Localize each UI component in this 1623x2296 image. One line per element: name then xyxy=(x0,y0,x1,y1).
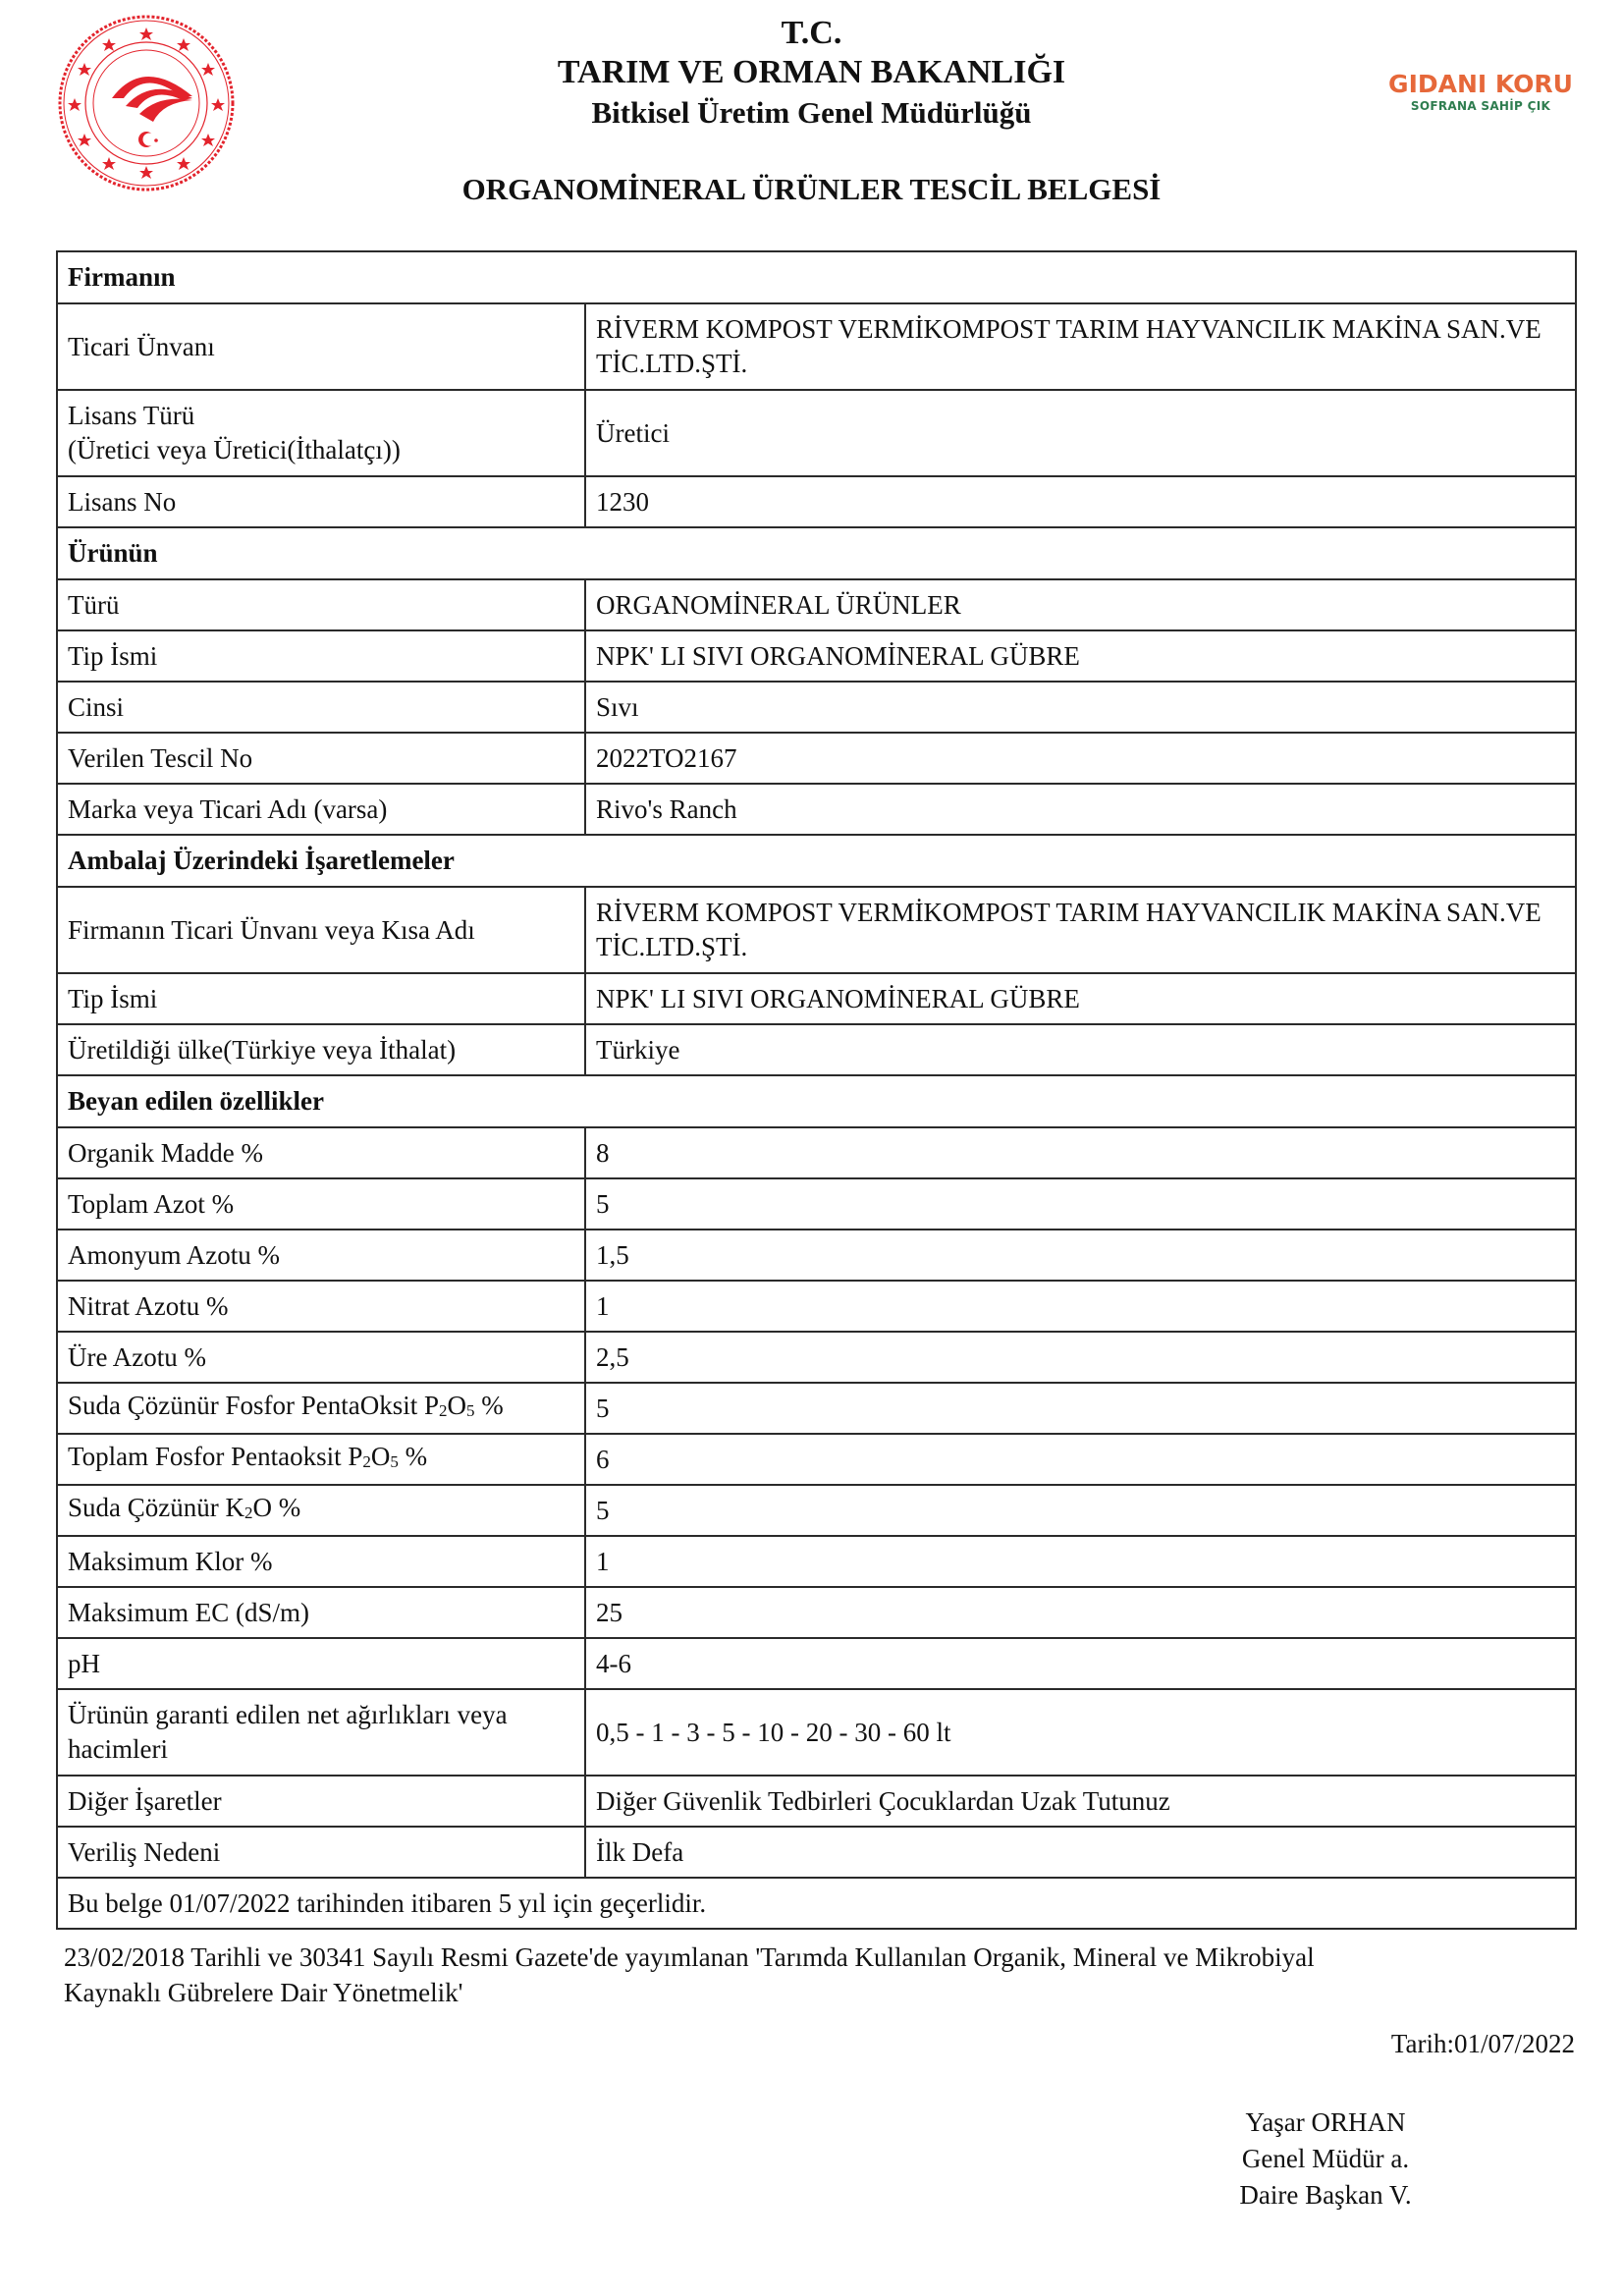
table-row xyxy=(57,1536,1576,1587)
row-value: RİVERM KOMPOST VERMİKOMPOST TARIM HAYVANCILIK MAKİNA SAN.VE TİC.LTD.ŞTİ. xyxy=(585,887,1576,973)
row-label: Organik Madde % xyxy=(57,1127,585,1178)
section-title: Ürünün xyxy=(57,527,1576,579)
row-value: 25 xyxy=(585,1587,1576,1638)
table-row xyxy=(57,579,1576,630)
row-value: NPK' LI SIVI ORGANOMİNERAL GÜBRE xyxy=(585,630,1576,682)
row-value: 5 xyxy=(585,1178,1576,1230)
row-value: 5 xyxy=(585,1485,1576,1536)
row-label: Cinsi xyxy=(57,682,585,733)
section-header-company xyxy=(57,251,1576,303)
header-ministry: TARIM VE ORMAN BAKANLIĞI xyxy=(557,54,1066,90)
subscript: 2 xyxy=(362,1452,371,1471)
label-text: O xyxy=(370,1442,391,1471)
subscript: 2 xyxy=(439,1401,448,1420)
row-label: Maksimum EC (dS/m) xyxy=(57,1587,585,1638)
label-text: Suda Çözünür K xyxy=(68,1493,244,1522)
regulation-line: 23/02/2018 Tarihli ve 30341 Sayılı Resmi Gazete'de yayımlanan 'Tarımda Kullanılan Organik, Mineral ve Mikrobiyal xyxy=(64,1942,1315,1972)
row-label: Ürünün garanti edilen net ağırlıkları veya hacimleri xyxy=(57,1689,585,1776)
table-row xyxy=(57,630,1576,682)
issue-date: Tarih:01/07/2022 xyxy=(1390,2029,1575,2058)
row-label: Veriliş Nedeni xyxy=(57,1827,585,1878)
table-row xyxy=(57,1383,1576,1434)
row-value: NPK' LI SIVI ORGANOMİNERAL GÜBRE xyxy=(585,973,1576,1024)
row-value: 1,5 xyxy=(585,1230,1576,1281)
row-label: Verilen Tescil No xyxy=(57,733,585,784)
regulation-line: Kaynaklı Gübrelere Dair Yönetmelik' xyxy=(64,1978,463,2007)
table-row xyxy=(57,1127,1576,1178)
table-row xyxy=(57,887,1576,973)
label-text: O % xyxy=(252,1493,301,1522)
brand-logo-title: GIDANI KORU xyxy=(1388,70,1573,98)
table-row xyxy=(57,973,1576,1024)
document-title: ORGANOMİNERAL ÜRÜNLER TESCİL BELGESİ xyxy=(461,172,1162,206)
row-label: Türü xyxy=(57,579,585,630)
row-value: 1 xyxy=(585,1536,1576,1587)
section-title: Ambalaj Üzerindeki İşaretlemeler xyxy=(57,835,1576,887)
subscript: 5 xyxy=(466,1401,475,1420)
row-label: Ticari Ünvanı xyxy=(57,303,585,390)
row-label: Tip İsmi xyxy=(57,973,585,1024)
label-text: Suda Çözünür Fosfor PentaOksit P xyxy=(68,1391,439,1420)
row-label: Maksimum Klor % xyxy=(57,1536,585,1587)
row-label-line: (Üretici veya Üretici(İthalatçı)) xyxy=(68,435,401,465)
section-title: Firmanın xyxy=(57,251,1576,303)
row-value: Diğer Güvenlik Tedbirleri Çocuklardan Uzak Tutunuz xyxy=(585,1776,1576,1827)
row-label: Üre Azotu % xyxy=(57,1332,585,1383)
table-row xyxy=(57,1485,1576,1536)
regulation-reference xyxy=(64,1940,1576,2010)
table-row xyxy=(57,1230,1576,1281)
signatory-title: Daire Başkan V. xyxy=(1239,2180,1412,2210)
table-row xyxy=(57,1178,1576,1230)
row-label xyxy=(57,1434,585,1485)
row-label: Lisans No xyxy=(57,476,585,527)
table-row xyxy=(57,1281,1576,1332)
section-header-declared-properties xyxy=(57,1075,1576,1127)
table-row xyxy=(57,303,1576,390)
row-label: Tip İsmi xyxy=(57,630,585,682)
subscript: 2 xyxy=(243,1503,253,1522)
row-label: Nitrat Azotu % xyxy=(57,1281,585,1332)
validity-row xyxy=(57,1878,1576,1929)
row-label: Toplam Azot % xyxy=(57,1178,585,1230)
table-row xyxy=(57,1587,1576,1638)
row-value: Üretici xyxy=(585,390,1576,476)
table-row xyxy=(57,1638,1576,1689)
row-value: 1230 xyxy=(585,476,1576,527)
row-value: İlk Defa xyxy=(585,1827,1576,1878)
row-value: RİVERM KOMPOST VERMİKOMPOST TARIM HAYVANCILIK MAKİNA SAN.VE TİC.LTD.ŞTİ. xyxy=(585,303,1576,390)
row-label-line: Lisans Türü xyxy=(68,401,195,430)
label-text: % xyxy=(398,1442,428,1471)
row-value: 6 xyxy=(585,1434,1576,1485)
row-label: Üretildiği ülke(Türkiye veya İthalat) xyxy=(57,1024,585,1075)
certificate-table xyxy=(56,250,1577,1930)
signatory-title: Genel Müdür a. xyxy=(1241,2144,1410,2173)
signature-block xyxy=(1208,2105,1443,2214)
table-row xyxy=(57,1332,1576,1383)
section-header-packaging xyxy=(57,835,1576,887)
row-value: Sıvı xyxy=(585,682,1576,733)
table-row xyxy=(57,784,1576,835)
subscript: 5 xyxy=(390,1452,399,1471)
table-row xyxy=(57,1827,1576,1878)
row-value: 1 xyxy=(585,1281,1576,1332)
table-row xyxy=(57,733,1576,784)
row-label: Amonyum Azotu % xyxy=(57,1230,585,1281)
table-row xyxy=(57,1776,1576,1827)
label-text: % xyxy=(474,1391,504,1420)
row-label xyxy=(57,390,585,476)
row-label: Diğer İşaretler xyxy=(57,1776,585,1827)
header-department: Bitkisel Üretim Genel Müdürlüğü xyxy=(591,95,1032,130)
label-text: O xyxy=(447,1391,466,1420)
row-value: 2,5 xyxy=(585,1332,1576,1383)
section-header-product xyxy=(57,527,1576,579)
row-value: Rivo's Ranch xyxy=(585,784,1576,835)
table-row xyxy=(57,1434,1576,1485)
row-label: Firmanın Ticari Ünvanı veya Kısa Adı xyxy=(57,887,585,973)
table-row xyxy=(57,1689,1576,1776)
table-row xyxy=(57,390,1576,476)
signatory-name: Yaşar ORHAN xyxy=(1245,2107,1406,2137)
row-value: 0,5 - 1 - 3 - 5 - 10 - 20 - 30 - 60 lt xyxy=(585,1689,1576,1776)
row-value: 2022TO2167 xyxy=(585,733,1576,784)
section-title: Beyan edilen özellikler xyxy=(57,1075,1576,1127)
row-value: 8 xyxy=(585,1127,1576,1178)
table-row xyxy=(57,476,1576,527)
table-row xyxy=(57,682,1576,733)
row-label: pH xyxy=(57,1638,585,1689)
table-row xyxy=(57,1024,1576,1075)
row-value: ORGANOMİNERAL ÜRÜNLER xyxy=(585,579,1576,630)
row-value: Türkiye xyxy=(585,1024,1576,1075)
header-country: T.C. xyxy=(781,15,842,51)
row-value: 5 xyxy=(585,1383,1576,1434)
row-label xyxy=(57,1383,585,1434)
brand-logo-slogan: SOFRANA SAHİP ÇIK xyxy=(1410,99,1551,113)
validity-note: Bu belge 01/07/2022 tarihinden itibaren 5 yıl için geçerlidir. xyxy=(57,1878,1576,1929)
row-label: Marka veya Ticari Adı (varsa) xyxy=(57,784,585,835)
row-label xyxy=(57,1485,585,1536)
row-value: 4-6 xyxy=(585,1638,1576,1689)
label-text: Toplam Fosfor Pentaoksit P xyxy=(68,1442,363,1471)
